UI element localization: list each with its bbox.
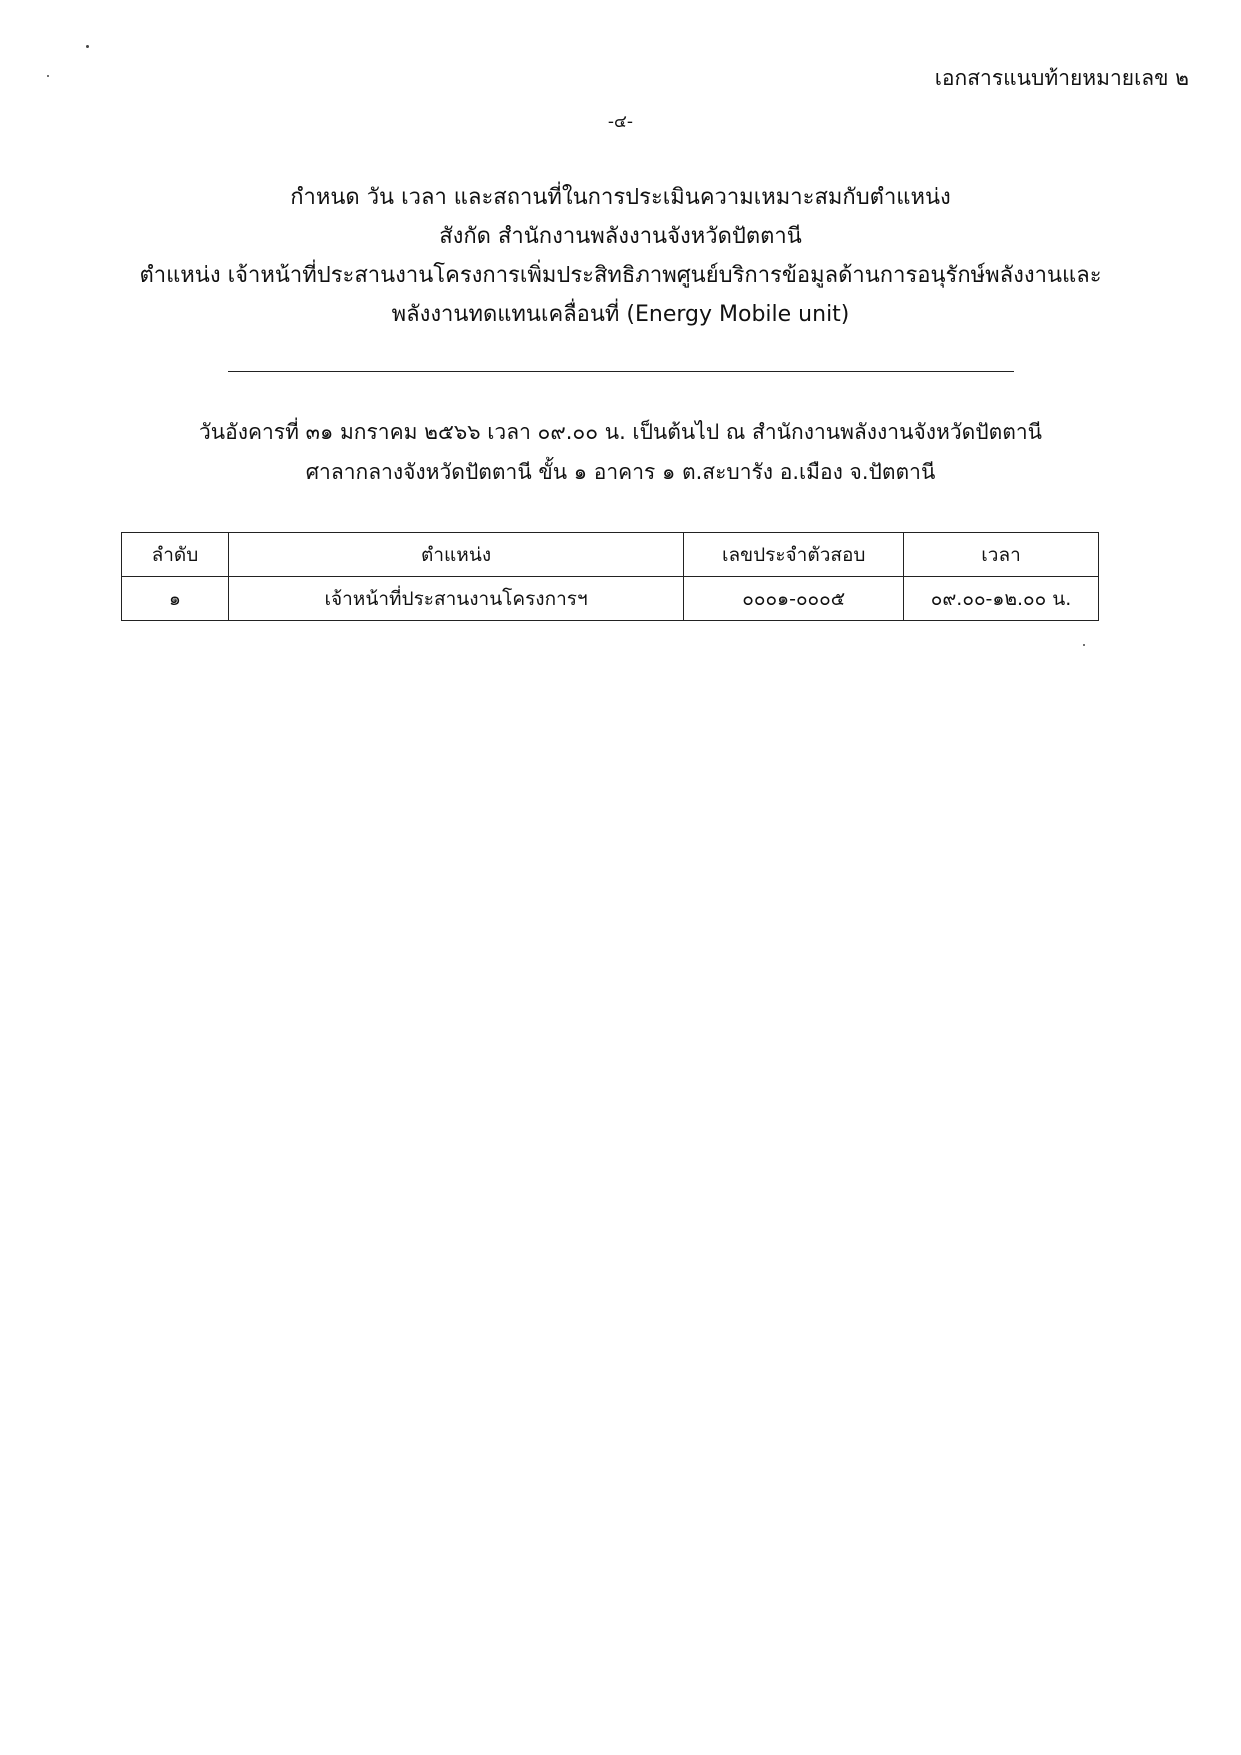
cell-position: เจ้าหน้าที่ประสานงานโครงการฯ: [228, 577, 683, 621]
title-line: สังกัด สำนักงานพลังงานจังหวัดปัตตานี: [439, 224, 802, 249]
scan-speck: [1083, 644, 1085, 646]
divider: [228, 371, 1014, 372]
cell-time: ๐๙.๐๐-๑๒.๐๐ น.: [904, 577, 1099, 621]
header-exam-id: เลขประจำตัวสอบ: [684, 533, 904, 577]
schedule-details: [60, 412, 1181, 492]
table-header-row: [122, 533, 1099, 577]
scan-speck: [47, 75, 49, 77]
document-title: [60, 178, 1181, 334]
scan-speck: [86, 45, 89, 48]
document-reference: เอกสารแนบท้ายหมายเลข ๒: [934, 66, 1189, 90]
title-line: พลังงานทดแทนเคลื่อนที่ (Energy Mobile unit): [391, 302, 850, 327]
header-position: ตำแหน่ง: [228, 533, 683, 577]
schedule-line: วันอังคารที่ ๓๑ มกราคม ๒๕๖๖ เวลา ๐๙.๐๐ น. เป็นต้นไป ณ สำนักงานพลังงานจังหวัดปัตตานี: [198, 420, 1043, 444]
header-order: ลำดับ: [122, 533, 229, 577]
cell-order: ๑: [122, 577, 229, 621]
title-line: ตำแหน่ง เจ้าหน้าที่ประสานงานโครงการเพิ่มประสิทธิภาพศูนย์บริการข้อมูลด้านการอนุรักษ์พลังงานและ: [139, 263, 1102, 288]
schedule-line: ศาลากลางจังหวัดปัตตานี ขั้น ๑ อาคาร ๑ ต.สะบารัง อ.เมือง จ.ปัตตานี: [305, 460, 936, 484]
page-number: -๔-: [607, 112, 634, 132]
header-time: เวลา: [904, 533, 1099, 577]
exam-schedule-table: [121, 532, 1099, 621]
title-line: กำหนด วัน เวลา และสถานที่ในการประเมินความเหมาะสมกับตำแหน่ง: [290, 185, 951, 210]
table-row: [122, 577, 1099, 621]
cell-exam-id: ๐๐๐๑-๐๐๐๕: [684, 577, 904, 621]
